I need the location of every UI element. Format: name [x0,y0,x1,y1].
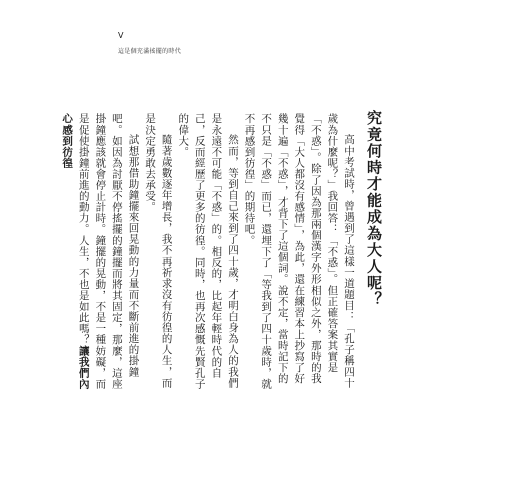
paragraph [59,113,142,391]
paragraph: 然而，等到自己來到了四十歲，才明白身為人的我們是永遠不可能「不惑」的。相反的，比起年輕時代的自己，反而經歷了更多的彷徨。同時，也再次感慨先賢孔子的偉大。 [177,113,239,390]
body-text [61,113,357,391]
chapter-title: 究竟何時才能成為大人呢？ [365,110,383,308]
paragraph: 隨著歲數逐年增長，我不再祈求沒有彷徨的人生，而是決定勇敢去承受。 [144,113,173,389]
running-header: 這是個充滿搖擺的時代 [118,48,182,55]
paragraph-text: 試想那借助鐘擺來回晃動的力量而不斷前進的掛鐘吧。如因為討厭不停搖擺的鐘擺而將其固定，那麼，這座掛鐘應該就會停止計時。鐘擺的晃動，不是一種妨礙，而是促使掛鐘前進的動力。人生，不也是如此嗎？ [77,113,140,390]
paragraph: 高中考試時，曾遇到了這樣一道題目：「孔子稱四十歲為什麼呢？」我回答：「不惑」。但正確答案其實是「不惑」。除了因為那兩個漢字外形相似之外，那時的我覺得「大人都沒有感情」，為此，還在練習本上抄寫了好幾十遍「不惑」，才背下了這個詞。說不定，當時記下的不只是「不惑」而已，還埋下了「等我到了四十歲時，就不再感到彷徨」的期待吧。 [243,113,355,390]
page-number: V [118,31,124,40]
emphasis-text: 讓我們內心感到彷徨 [61,113,90,390]
